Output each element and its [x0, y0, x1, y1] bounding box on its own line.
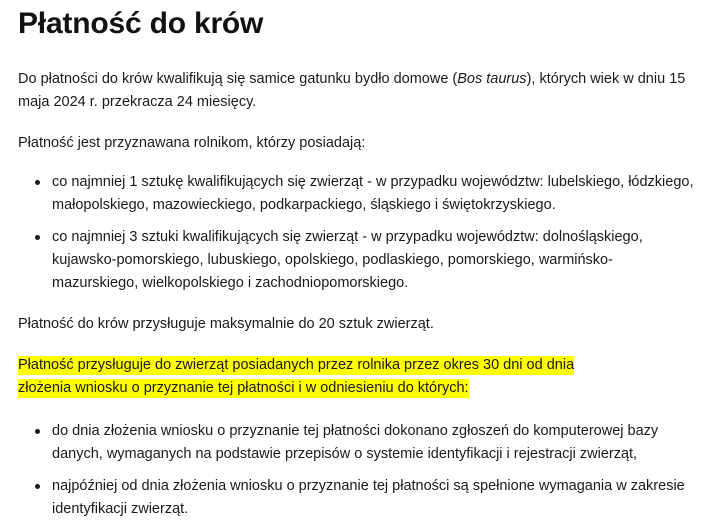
intro-text-before: Do płatności do krów kwalifikują się samice gatunku bydło domowe ( — [18, 71, 458, 87]
page-title: Płatność do krów — [18, 7, 264, 40]
limit-paragraph: Płatność do krów przysługuje maksymalnie do 20 sztuk zwierząt. — [18, 316, 434, 332]
conditions-list — [18, 171, 696, 295]
list-item: co najmniej 1 sztukę kwalifikujących się zwierząt - w przypadku województw: lubelskiego, łódzkiego, małopolskiego, mazowieckiego, podkarpackiego, śląskiego i świętokrzyskiego. — [52, 171, 696, 217]
highlighted-line-1: Płatność przysługuje do zwierząt posiadanych przez rolnika przez okres 30 dni od dnia — [18, 357, 575, 373]
lead-in-paragraph: Płatność jest przyznawana rolnikom, którzy posiadają: — [18, 135, 366, 151]
requirements-list — [18, 420, 696, 521]
list-item: co najmniej 3 sztuki kwalifikujących się zwierząt - w przypadku województw: dolnośląskiego, kujawsko-pomorskiego, lubuskiego, opolskiego, podlaskiego, pomorskiego, warmińsko-mazurskiego, wielkopolskiego i zachodniopomorskiego. — [52, 226, 696, 295]
highlighted-paragraph — [18, 354, 696, 400]
intro-paragraph — [18, 68, 696, 114]
highlighted-line-2: złożenia wniosku o przyznanie tej płatności i w odniesieniu do których: — [18, 380, 469, 396]
list-item: najpóźniej od dnia złożenia wniosku o przyznanie tej płatności są spełnione wymagania w zakresie identyfikacji zwierząt. — [52, 475, 696, 521]
species-name: Bos taurus — [457, 71, 527, 87]
list-item: do dnia złożenia wniosku o przyznanie tej płatności dokonano zgłoszeń do komputerowej bazy danych, wymaganych na podstawie przepisów o systemie identyfikacji i rejestracji zwierząt, — [52, 420, 696, 466]
intro-text-after: ), których wiek w dniu 15 maja 2024 r. przekracza 24 miesięcy. — [18, 71, 686, 110]
